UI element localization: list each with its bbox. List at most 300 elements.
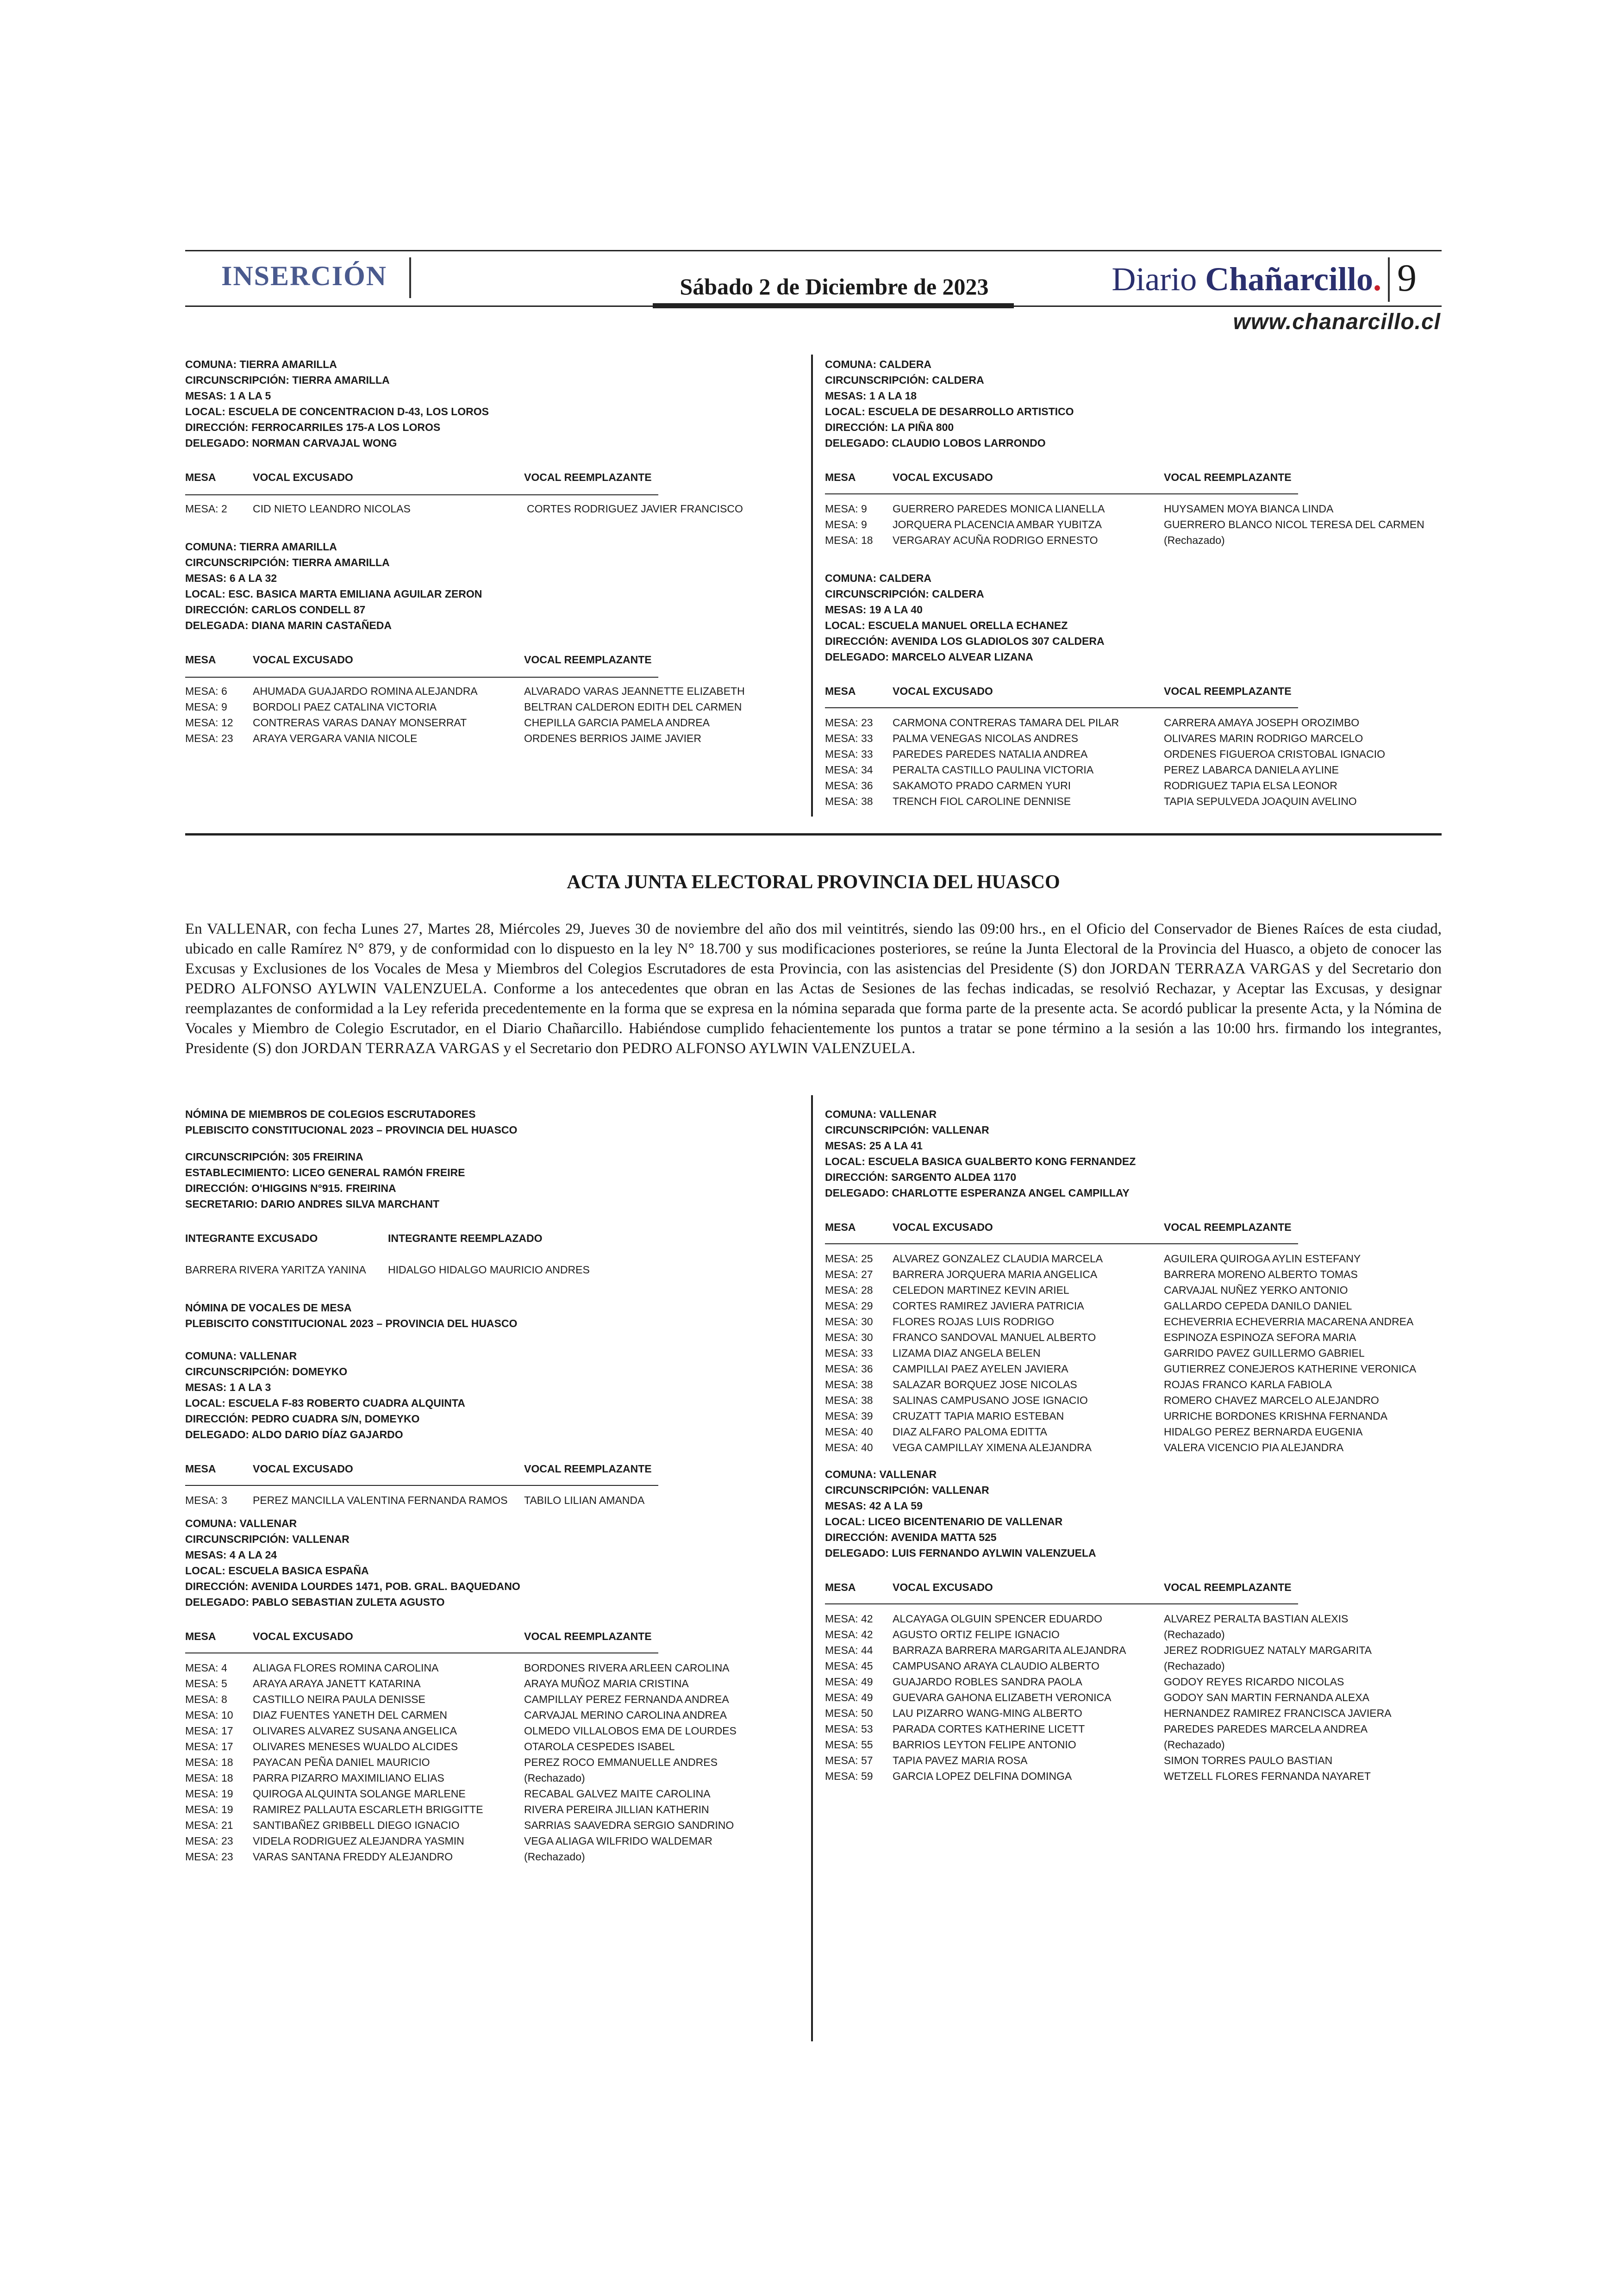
cell-excusado: TAPIA PAVEZ MARIA ROSA: [893, 1754, 1028, 1766]
info-line: DELEGADO: ALDO DARIO DÍAZ GAJARDO: [185, 1428, 403, 1441]
cell-reemplazante: (Rechazado): [1164, 1739, 1225, 1751]
cell-excusado: FRANCO SANDOVAL MANUEL ALBERTO: [893, 1331, 1096, 1343]
info-line: DELEGADA: DIANA MARIN CASTAÑEDA: [185, 619, 392, 631]
cell-mesa: MESA: 25: [825, 1253, 873, 1265]
page-number: 9: [1397, 256, 1417, 299]
cell-excusado: BARRAZA BARRERA MARGARITA ALEJANDRA: [893, 1644, 1126, 1656]
cell-mesa: MESA: 23: [185, 1851, 233, 1863]
col-vocal-excusado: VOCAL EXCUSADO: [893, 685, 993, 697]
cell-excusado: ALCAYAGA OLGUIN SPENCER EDUARDO: [893, 1613, 1102, 1625]
cell-mesa: MESA: 36: [825, 780, 873, 792]
info-line: COMUNA: VALLENAR: [825, 1468, 937, 1480]
col-mesa: MESA: [185, 1463, 216, 1475]
cell-reemplazante: URRICHE BORDONES KRISHNA FERNANDA: [1164, 1410, 1388, 1422]
table-rule: [825, 493, 1298, 494]
info-line: MESAS: 19 A LA 40: [825, 604, 923, 616]
vocales-subtitle: PLEBISCITO CONSTITUCIONAL 2023 – PROVINCIA DEL HUASCO: [185, 1317, 518, 1329]
cell-excusado: GARCIA LOPEZ DELFINA DOMINGA: [893, 1770, 1072, 1782]
info-line: MESAS: 1 A LA 3: [185, 1381, 271, 1393]
cell-reemplazante: PEREZ LABARCA DANIELA AYLINE: [1164, 764, 1339, 776]
cell-reemplazante: GUERRERO BLANCO NICOL TERESA DEL CARMEN: [1164, 518, 1424, 530]
table-row: [825, 503, 1436, 518]
masthead-dot: .: [1373, 261, 1381, 298]
cell-excusado: QUIROGA ALQUINTA SOLANGE MARLENE: [253, 1788, 466, 1800]
info-line: DIRECCIÓN: AVENIDA MATTA 525: [825, 1531, 997, 1543]
cell-excusado: CAMPUSANO ARAYA CLAUDIO ALBERTO: [893, 1660, 1099, 1672]
info-line: LOCAL: ESCUELA BASICA ESPAÑA: [185, 1565, 369, 1577]
cell-reemplazante: PEREZ ROCO EMMANUELLE ANDRES: [524, 1756, 718, 1768]
cell-mesa: MESA: 23: [825, 717, 873, 729]
cell-mesa: MESA: 3: [185, 1494, 227, 1506]
table-header: [185, 1630, 796, 1646]
cell-reemplazante: GODOY REYES RICARDO NICOLAS: [1164, 1676, 1344, 1688]
cell-excusado: TRENCH FIOL CAROLINE DENNISE: [893, 795, 1071, 807]
cell-reemplazante: PAREDES PAREDES MARCELA ANDREA: [1164, 1723, 1368, 1735]
cell-mesa: MESA: 21: [185, 1819, 233, 1831]
block-info: [825, 570, 1436, 665]
cell-reemplazante: HERNANDEZ RAMIREZ FRANCISCA JAVIERA: [1164, 1707, 1392, 1719]
block-info: [825, 1106, 1436, 1201]
block-info: [185, 1348, 796, 1442]
cell-mesa: MESA: 8: [185, 1693, 227, 1705]
block-info: [825, 1466, 1436, 1561]
cell-excusado: PAYACAN PEÑA DANIEL MAURICIO: [253, 1756, 430, 1768]
col-mesa: MESA: [825, 685, 856, 697]
block-info: [185, 1515, 796, 1610]
block-vallenar-3: [825, 1466, 1436, 1786]
cell-mesa: MESA: 33: [825, 732, 873, 744]
col-vocal-reemplazante: VOCAL REEMPLAZANTE: [1164, 471, 1292, 483]
cell-mesa: MESA: 18: [185, 1772, 233, 1784]
colegios-titles: [185, 1106, 796, 1138]
info-line: COMUNA: TIERRA AMARILLA: [185, 541, 337, 553]
cell-reemplazante: OTAROLA CESPEDES ISABEL: [524, 1740, 675, 1752]
table-row: [825, 1628, 1436, 1644]
info-line: MESAS: 1 A LA 18: [825, 390, 917, 402]
table-row: [825, 1394, 1436, 1410]
cell-mesa: MESA: 23: [185, 732, 233, 744]
cell-mesa: MESA: 40: [825, 1426, 873, 1438]
cell-mesa: MESA: 19: [185, 1803, 233, 1815]
info-line: LOCAL: ESC. BASICA MARTA EMILIANA AGUILAR ZERON: [185, 588, 482, 600]
colegios-title: NÓMINA DE MIEMBROS DE COLEGIOS ESCRUTADORES: [185, 1108, 476, 1120]
cell-mesa: MESA: 23: [185, 1835, 233, 1847]
cell-excusado: DIAZ ALFARO PALOMA EDITTA: [893, 1426, 1048, 1438]
info-line: ESTABLECIMIENTO: LICEO GENERAL RAMÓN FREIRE: [185, 1166, 465, 1179]
table-row: [825, 1644, 1436, 1660]
cell-reemplazante: CORTES RODRIGUEZ JAVIER FRANCISCO: [527, 503, 743, 515]
cell-mesa: MESA: 17: [185, 1740, 233, 1752]
block-colegios-escrutadores: [185, 1106, 796, 1331]
cell-mesa: MESA: 30: [825, 1316, 873, 1328]
info-line: DIRECCIÓN: AVENIDA LOURDES 1471, POB. GRAL. BAQUEDANO: [185, 1580, 520, 1592]
col-vocal-reemplazante: VOCAL REEMPLAZANTE: [524, 654, 652, 666]
block-info: [825, 356, 1436, 451]
cell-reemplazante: (Rechazado): [1164, 534, 1225, 546]
section-separator: [185, 833, 1442, 836]
cell-reemplazante: CARRERA AMAYA JOSEPH OROZIMBO: [1164, 717, 1360, 729]
info-line: CIRCUNSCRIPCIÓN: CALDERA: [825, 588, 984, 600]
info-line: MESAS: 1 A LA 5: [185, 390, 271, 402]
cell-excusado: VERGARAY ACUÑA RODRIGO ERNESTO: [893, 534, 1098, 546]
acta-body: En VALLENAR, con fecha Lunes 27, Martes 28, Miércoles 29, Jueves 30 de noviembre del año dos mil veintitrés, siendo las 09:00 hrs., en el Oficio del Conservador de Bienes Raíces de esta ciudad, ubicado en calle Ramírez N° 879, y de conformidad con lo dispuesto en la ley N° 18.700 y sus modificaciones posteriores, se reúne la Junta Electoral de la Provincia del Huasco, a objeto de conocer las Excusas y Exclusiones de los Vocales de Mesa y Miembros del Colegios Escrutadores de esta Provincia, con las asistencias del Presidente (S) don JORDAN TERRAZA VARGAS y del Secretario don PEDRO ALFONSO AYLWIN VALENZUELA. Conforme a los antecedentes que obran en las Actas de Sesiones de las fechas indicadas, se resolvió Rechazar, y Aceptar las Excusas, y designar reemplazantes de conformidad a la Ley referida precedentemente en la forma que se expresa en la nómina separada que forma parte de la presente acta. Se acordó publicar la presente Acta, y la Nómina de Vocales y Miembro de Colegio Escrutador, en el Diario Chañarcillo. Habiéndose cumplido fehacientemente los puntos a tratar se pone término a la sesión a las 10:00 hrs. firmando los integrantes, Presidente (S) don JORDAN TERRAZA VARGAS y el Secretario don PEDRO ALFONSO AYLWIN VALENZUELA.: [185, 921, 1442, 1057]
col-mesa: MESA: [825, 1581, 856, 1593]
info-line: MESAS: 25 A LA 41: [825, 1140, 923, 1152]
cell-mesa: MESA: 49: [825, 1676, 873, 1688]
cell-excusado: CONTRERAS VARAS DANAY MONSERRAT: [253, 717, 467, 729]
block-caldera-2: [825, 570, 1436, 811]
cell-reemplazante: ALVAREZ PERALTA BASTIAN ALEXIS: [1164, 1613, 1349, 1625]
table-row: [825, 1613, 1436, 1628]
cell-reemplazante: RECABAL GALVEZ MAITE CAROLINA: [524, 1788, 711, 1800]
info-line: CIRCUNSCRIPCIÓN: DOMEYKO: [185, 1366, 348, 1378]
cell-reemplazante: ROJAS FRANCO KARLA FABIOLA: [1164, 1378, 1332, 1391]
table-rule: [185, 677, 658, 678]
table-row: [825, 717, 1436, 732]
cell-reemplazante: BELTRAN CALDERON EDITH DEL CARMEN: [524, 701, 742, 713]
table-row: [185, 1709, 796, 1725]
table-header: [825, 1581, 1436, 1597]
table-row: [825, 1331, 1436, 1347]
table-row: [825, 1426, 1436, 1441]
cell-mesa: MESA: 42: [825, 1628, 873, 1640]
cell-excusado: CARMONA CONTRERAS TAMARA DEL PILAR: [893, 717, 1119, 729]
cell-reemplazante: OLIVARES MARIN RODRIGO MARCELO: [1164, 732, 1363, 744]
cell-reemplazante: SIMON TORRES PAULO BASTIAN: [1164, 1754, 1333, 1766]
cell-mesa: MESA: 34: [825, 764, 873, 776]
info-line: COMUNA: VALLENAR: [185, 1517, 297, 1529]
table-row: [825, 1441, 1436, 1457]
table-header: [825, 685, 1436, 701]
col-vocal-reemplazante: VOCAL REEMPLAZANTE: [524, 1630, 652, 1642]
table-row: [185, 1740, 796, 1756]
info-line: COMUNA: TIERRA AMARILLA: [185, 358, 337, 370]
cell-excusado: OLIVARES MENESES WUALDO ALCIDES: [253, 1740, 458, 1752]
cell-reemplazante: ECHEVERRIA ECHEVERRIA MACARENA ANDREA: [1164, 1316, 1414, 1328]
cell-reemplazante: BARRERA MORENO ALBERTO TOMAS: [1164, 1268, 1358, 1280]
block-vallenar-2: [825, 1106, 1436, 1457]
cell-excusado: RAMIREZ PALLAUTA ESCARLETH BRIGGITTE: [253, 1803, 483, 1815]
info-line: COMUNA: VALLENAR: [825, 1108, 937, 1120]
table-row: [825, 518, 1436, 534]
cell-reemplazante: CARVAJAL MERINO CAROLINA ANDREA: [524, 1709, 727, 1721]
cell-excusado: CRUZATT TAPIA MARIO ESTEBAN: [893, 1410, 1064, 1422]
col-integrante-excusado: INTEGRANTE EXCUSADO: [185, 1232, 318, 1244]
cell-mesa: MESA: 17: [185, 1725, 233, 1737]
info-line: CIRCUNSCRIPCIÓN: VALLENAR: [825, 1124, 989, 1136]
cell-excusado: PAREDES PAREDES NATALIA ANDREA: [893, 748, 1088, 760]
section-label: INSERCIÓN: [221, 261, 387, 291]
block-caldera-1: [825, 356, 1436, 550]
table-row: [825, 764, 1436, 780]
table-header: [825, 1221, 1436, 1237]
info-line: COMUNA: CALDERA: [825, 572, 931, 584]
cell-excusado: PALMA VENEGAS NICOLAS ANDRES: [893, 732, 1078, 744]
cell-mesa: MESA: 49: [825, 1691, 873, 1703]
col-vocal-reemplazante: VOCAL REEMPLAZANTE: [1164, 1581, 1292, 1593]
cell-excusado: PARRA PIZARRO MAXIMILIANO ELIAS: [253, 1772, 444, 1784]
cell-reemplazante: GARRIDO PAVEZ GUILLERMO GABRIEL: [1164, 1347, 1365, 1359]
col-vocal-reemplazante: VOCAL REEMPLAZANTE: [1164, 685, 1292, 697]
table-row: [185, 685, 796, 701]
cell-excusado: VARAS SANTANA FREDDY ALEJANDRO: [253, 1851, 453, 1863]
table-row: [825, 1378, 1436, 1394]
table-row: [825, 732, 1436, 748]
cell-mesa: MESA: 53: [825, 1723, 873, 1735]
col-vocal-excusado: VOCAL EXCUSADO: [893, 471, 993, 483]
vocales-titles: [185, 1300, 796, 1331]
table-row: [825, 1300, 1436, 1316]
cell-reemplazante: HUYSAMEN MOYA BIANCA LINDA: [1164, 503, 1334, 515]
cell-excusado: ARAYA ARAYA JANETT KATARINA: [253, 1678, 421, 1690]
info-line: DIRECCIÓN: O'HIGGINS N°915. FREIRINA: [185, 1182, 396, 1194]
table-row: [185, 1851, 796, 1866]
section-divider: [409, 257, 411, 298]
cell-excusado: BARRERA JORQUERA MARIA ANGELICA: [893, 1268, 1098, 1280]
cell-reemplazante: TABILO LILIAN AMANDA: [524, 1494, 645, 1506]
cell-reemplazante: SARRIAS SAAVEDRA SERGIO SANDRINO: [524, 1819, 734, 1831]
column-divider-top: [811, 355, 813, 817]
cell-mesa: MESA: 28: [825, 1284, 873, 1296]
table-row: [825, 534, 1436, 550]
table-row: [185, 1693, 796, 1709]
cell-reemplazado: HIDALGO HIDALGO MAURICIO ANDRES: [388, 1264, 590, 1276]
cell-reemplazante: AGUILERA QUIROGA AYLIN ESTEFANY: [1164, 1253, 1361, 1265]
info-line: DELEGADO: NORMAN CARVAJAL WONG: [185, 437, 397, 449]
table-row: [185, 1788, 796, 1803]
table-row: [825, 1691, 1436, 1707]
cell-mesa: MESA: 42: [825, 1613, 873, 1625]
cell-reemplazante: (Rechazado): [524, 1851, 585, 1863]
cell-excusado: SAKAMOTO PRADO CARMEN YURI: [893, 780, 1071, 792]
cell-mesa: MESA: 19: [185, 1788, 233, 1800]
col-vocal-reemplazante: VOCAL REEMPLAZANTE: [1164, 1221, 1292, 1233]
table-row: [825, 1316, 1436, 1331]
cell-reemplazante: JEREZ RODRIGUEZ NATALY MARGARITA: [1164, 1644, 1372, 1656]
cell-mesa: MESA: 9: [185, 701, 227, 713]
col-vocal-reemplazante: VOCAL REEMPLAZANTE: [524, 1463, 652, 1475]
cell-mesa: MESA: 2: [185, 503, 227, 515]
page-number-divider: [1388, 257, 1390, 302]
info-line: DELEGADO: CLAUDIO LOBOS LARRONDO: [825, 437, 1046, 449]
table-row: [825, 795, 1436, 811]
table-row: [825, 748, 1436, 764]
info-line: MESAS: 4 A LA 24: [185, 1549, 277, 1561]
cell-reemplazante: GUTIERREZ CONEJEROS KATHERINE VERONICA: [1164, 1363, 1417, 1375]
cell-mesa: MESA: 10: [185, 1709, 233, 1721]
info-line: LOCAL: LICEO BICENTENARIO DE VALLENAR: [825, 1515, 1063, 1528]
table-row: [825, 780, 1436, 795]
cell-mesa: MESA: 6: [185, 685, 227, 697]
cell-excusado: CAMPILLAI PAEZ AYELEN JAVIERA: [893, 1363, 1068, 1375]
cell-mesa: MESA: 38: [825, 795, 873, 807]
acta-title: ACTA JUNTA ELECTORAL PROVINCIA DEL HUASCO: [567, 872, 1060, 893]
info-line: CIRCUNSCRIPCIÓN: CALDERA: [825, 374, 984, 386]
column-divider-bottom: [811, 1095, 813, 2041]
table-row: [185, 1725, 796, 1740]
table-row: [185, 732, 796, 748]
cell-excusado: CELEDON MARTINEZ KEVIN ARIEL: [893, 1284, 1069, 1296]
cell-excusado: VIDELA RODRIGUEZ ALEJANDRA YASMIN: [253, 1835, 464, 1847]
cell-excusado: BARRIOS LEYTON FELIPE ANTONIO: [893, 1739, 1076, 1751]
table-row: [825, 1770, 1436, 1786]
info-line: CIRCUNSCRIPCIÓN: TIERRA AMARILLA: [185, 374, 390, 386]
table-header: [185, 471, 796, 487]
table-row: [185, 503, 796, 518]
cell-excusado: SALAZAR BORQUEZ JOSE NICOLAS: [893, 1378, 1077, 1391]
info-line: CIRCUNSCRIPCIÓN: VALLENAR: [185, 1533, 350, 1545]
cell-reemplazante: GODOY SAN MARTIN FERNANDA ALEXA: [1164, 1691, 1369, 1703]
table-rule: [825, 1603, 1298, 1604]
cell-reemplazante: OLMEDO VILLALOBOS EMA DE LOURDES: [524, 1725, 737, 1737]
cell-reemplazante: BORDONES RIVERA ARLEEN CAROLINA: [524, 1662, 730, 1674]
cell-excusado: DIAZ FUENTES YANETH DEL CARMEN: [253, 1709, 448, 1721]
block-info: [185, 356, 796, 451]
col-vocal-excusado: VOCAL EXCUSADO: [893, 1581, 993, 1593]
info-line: COMUNA: CALDERA: [825, 358, 931, 370]
table-row: [185, 1772, 796, 1788]
cell-excusado: CID NIETO LEANDRO NICOLAS: [253, 503, 411, 515]
cell-excusado: GUERRERO PAREDES MONICA LIANELLA: [893, 503, 1105, 515]
col-vocal-excusado: VOCAL EXCUSADO: [253, 1630, 353, 1642]
cell-excusado: CASTILLO NEIRA PAULA DENISSE: [253, 1693, 425, 1705]
info-line: DELEGADO: CHARLOTTE ESPERANZA ANGEL CAMPILLAY: [825, 1187, 1130, 1199]
table-row: [185, 1803, 796, 1819]
publication-date: Sábado 2 de Diciembre de 2023: [680, 274, 989, 299]
table-row: [185, 1756, 796, 1772]
cell-reemplazante: CAMPILLAY PEREZ FERNANDA ANDREA: [524, 1693, 729, 1705]
info-line: CIRCUNSCRIPCIÓN: TIERRA AMARILLA: [185, 556, 390, 568]
cell-excusado: JORQUERA PLACENCIA AMBAR YUBITZA: [893, 518, 1102, 530]
cell-mesa: MESA: 39: [825, 1410, 873, 1422]
cell-mesa: MESA: 4: [185, 1662, 227, 1674]
col-vocal-excusado: VOCAL EXCUSADO: [893, 1221, 993, 1233]
info-line: MESAS: 6 A LA 32: [185, 572, 277, 584]
cell-mesa: MESA: 50: [825, 1707, 873, 1719]
table-row: [185, 1819, 796, 1835]
table-row: [185, 1835, 796, 1851]
table-row: [825, 1676, 1436, 1691]
table-row: [825, 1707, 1436, 1723]
col-vocal-excusado: VOCAL EXCUSADO: [253, 654, 353, 666]
cell-excusado: AGUSTO ORTIZ FELIPE IGNACIO: [893, 1628, 1060, 1640]
block-vallenar-1: [185, 1515, 796, 1866]
table-row: [185, 717, 796, 732]
newspaper-masthead: [1112, 260, 1381, 299]
info-line: COMUNA: VALLENAR: [185, 1350, 297, 1362]
cell-mesa: MESA: 9: [825, 503, 867, 515]
table-row: [825, 1253, 1436, 1268]
table-row: [825, 1660, 1436, 1676]
cell-excusado: PEREZ MANCILLA VALENTINA FERNANDA RAMOS: [253, 1494, 508, 1506]
table-header: [185, 654, 796, 669]
col-mesa: MESA: [185, 654, 216, 666]
masthead-word-diario: Diario: [1112, 261, 1206, 298]
cell-excusado: BARRERA RIVERA YARITZA YANINA: [185, 1264, 366, 1276]
table-row: [185, 1678, 796, 1693]
col-vocal-reemplazante: VOCAL REEMPLAZANTE: [524, 471, 652, 483]
cell-reemplazante: (Rechazado): [524, 1772, 585, 1784]
info-line: DIRECCIÓN: FERROCARRILES 175-A LOS LOROS: [185, 421, 441, 433]
cell-excusado: GUAJARDO ROBLES SANDRA PAOLA: [893, 1676, 1082, 1688]
info-line: DELEGADO: LUIS FERNANDO AYLWIN VALENZUELA: [825, 1547, 1096, 1559]
cell-reemplazante: ESPINOZA ESPINOZA SEFORA MARIA: [1164, 1331, 1356, 1343]
cell-excusado: GUEVARA GAHONA ELIZABETH VERONICA: [893, 1691, 1112, 1703]
info-line: CIRCUNSCRIPCIÓN: 305 FREIRINA: [185, 1151, 363, 1163]
info-line: CIRCUNSCRIPCIÓN: VALLENAR: [825, 1484, 989, 1496]
cell-reemplazante: ORDENES FIGUEROA CRISTOBAL IGNACIO: [1164, 748, 1385, 760]
cell-excusado: SALINAS CAMPUSANO JOSE IGNACIO: [893, 1394, 1088, 1406]
cell-excusado: LIZAMA DIAZ ANGELA BELEN: [893, 1347, 1041, 1359]
info-line: MESAS: 42 A LA 59: [825, 1500, 923, 1512]
cell-excusado: ALIAGA FLORES ROMINA CAROLINA: [253, 1662, 439, 1674]
cell-mesa: MESA: 30: [825, 1331, 873, 1343]
date-underline-band: [653, 303, 1014, 308]
cell-mesa: MESA: 55: [825, 1739, 873, 1751]
cell-mesa: MESA: 57: [825, 1754, 873, 1766]
table-row: [825, 1739, 1436, 1754]
cell-reemplazante: VALERA VICENCIO PIA ALEJANDRA: [1164, 1441, 1344, 1453]
cell-mesa: MESA: 27: [825, 1268, 873, 1280]
cell-excusado: FLORES ROJAS LUIS RODRIGO: [893, 1316, 1054, 1328]
cell-excusado: ALVAREZ GONZALEZ CLAUDIA MARCELA: [893, 1253, 1103, 1265]
cell-mesa: MESA: 18: [185, 1756, 233, 1768]
colegios-subtitle: PLEBISCITO CONSTITUCIONAL 2023 – PROVINCIA DEL HUASCO: [185, 1124, 518, 1136]
cell-excusado: AHUMADA GUAJARDO ROMINA ALEJANDRA: [253, 685, 478, 697]
col-mesa: MESA: [825, 471, 856, 483]
col-mesa: MESA: [825, 1221, 856, 1233]
cell-excusado: OLIVARES ALVAREZ SUSANA ANGELICA: [253, 1725, 457, 1737]
info-line: DIRECCIÓN: LA PIÑA 800: [825, 421, 954, 433]
table-rule: [825, 707, 1298, 708]
cell-mesa: MESA: 33: [825, 748, 873, 760]
cell-mesa: MESA: 40: [825, 1441, 873, 1453]
table-header: [825, 471, 1436, 487]
table-row: [825, 1268, 1436, 1284]
cell-reemplazante: HIDALGO PEREZ BERNARDA EUGENIA: [1164, 1426, 1363, 1438]
info-line: DIRECCIÓN: AVENIDA LOS GLADIOLOS 307 CALDERA: [825, 635, 1105, 647]
table-row: [825, 1754, 1436, 1770]
cell-mesa: MESA: 59: [825, 1770, 873, 1782]
cell-reemplazante: (Rechazado): [1164, 1628, 1225, 1640]
cell-excusado: ARAYA VERGARA VANIA NICOLE: [253, 732, 418, 744]
cell-excusado: PERALTA CASTILLO PAULINA VICTORIA: [893, 764, 1094, 776]
cell-reemplazante: ROMERO CHAVEZ MARCELO ALEJANDRO: [1164, 1394, 1379, 1406]
col-vocal-excusado: VOCAL EXCUSADO: [253, 1463, 353, 1475]
cell-mesa: MESA: 33: [825, 1347, 873, 1359]
vocales-title: NÓMINA DE VOCALES DE MESA: [185, 1302, 352, 1314]
cell-reemplazante: GALLARDO CEPEDA DANILO DANIEL: [1164, 1300, 1352, 1312]
info-line: DIRECCIÓN: SARGENTO ALDEA 1170: [825, 1171, 1017, 1183]
cell-reemplazante: ORDENES BERRIOS JAIME JAVIER: [524, 732, 701, 744]
info-line: LOCAL: ESCUELA MANUEL ORELLA ECHANEZ: [825, 619, 1068, 631]
col-integrante-reemplazado: INTEGRANTE REEMPLAZADO: [388, 1232, 543, 1244]
info-line: DIRECCIÓN: CARLOS CONDELL 87: [185, 604, 366, 616]
col-vocal-excusado: VOCAL EXCUSADO: [253, 471, 353, 483]
website-url: www.chanarcillo.cl: [1233, 310, 1441, 334]
cell-reemplazante: TAPIA SEPULVEDA JOAQUIN AVELINO: [1164, 795, 1357, 807]
info-line: LOCAL: ESCUELA F-83 ROBERTO CUADRA ALQUINTA: [185, 1397, 465, 1409]
cell-excusado: PARADA CORTES KATHERINE LICETT: [893, 1723, 1085, 1735]
table-row: [825, 1410, 1436, 1426]
header-top-rule: [185, 250, 1442, 251]
table-row: [185, 701, 796, 717]
table-row: [825, 1347, 1436, 1363]
table-rule: [185, 494, 658, 495]
table-header: [185, 1232, 796, 1248]
cell-reemplazante: CARVAJAL NUÑEZ YERKO ANTONIO: [1164, 1284, 1348, 1296]
cell-reemplazante: WETZELL FLORES FERNANDA NAYARET: [1164, 1770, 1371, 1782]
